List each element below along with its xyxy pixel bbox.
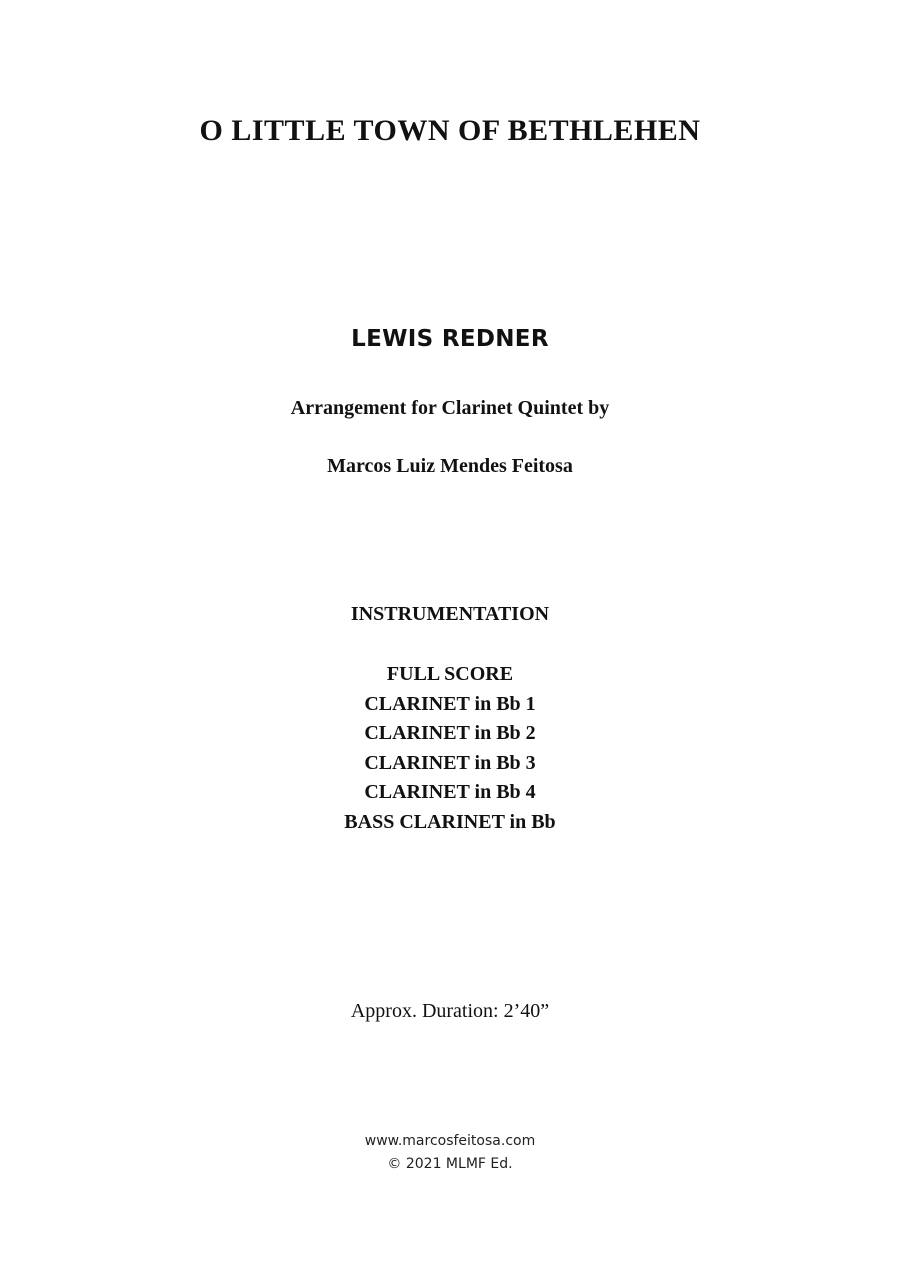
copyright-notice: © 2021 MLMF Ed. (387, 1156, 513, 1172)
instrument-item-clarinet-1: CLARINET in Bb 1 (364, 692, 536, 715)
instrument-item-clarinet-4: CLARINET in Bb 4 (364, 781, 536, 803)
composer-name: LEWIS REDNER (351, 326, 549, 352)
instrument-item-clarinet-2: CLARINET in Bb 2 (364, 722, 536, 744)
instrument-item-bass-clarinet: BASS CLARINET in Bb (344, 810, 556, 833)
arrangement-line: Arrangement for Clarinet Quintet by (290, 397, 610, 419)
instrument-item-clarinet-3: CLARINET in Bb 3 (364, 751, 536, 774)
score-title: O LITTLE TOWN OF BETHLEHEN (199, 114, 701, 147)
instrument-item-full-score: FULL SCORE (386, 663, 514, 685)
arranger-name: Marcos Luiz Mendes Feitosa (327, 455, 573, 477)
instrumentation-heading: INSTRUMENTATION (350, 603, 550, 625)
website-url: www.marcosfeitosa.com (364, 1133, 536, 1149)
approx-duration: Approx. Duration: 2’40” (350, 1000, 550, 1022)
instrumentation-list (0, 660, 900, 837)
